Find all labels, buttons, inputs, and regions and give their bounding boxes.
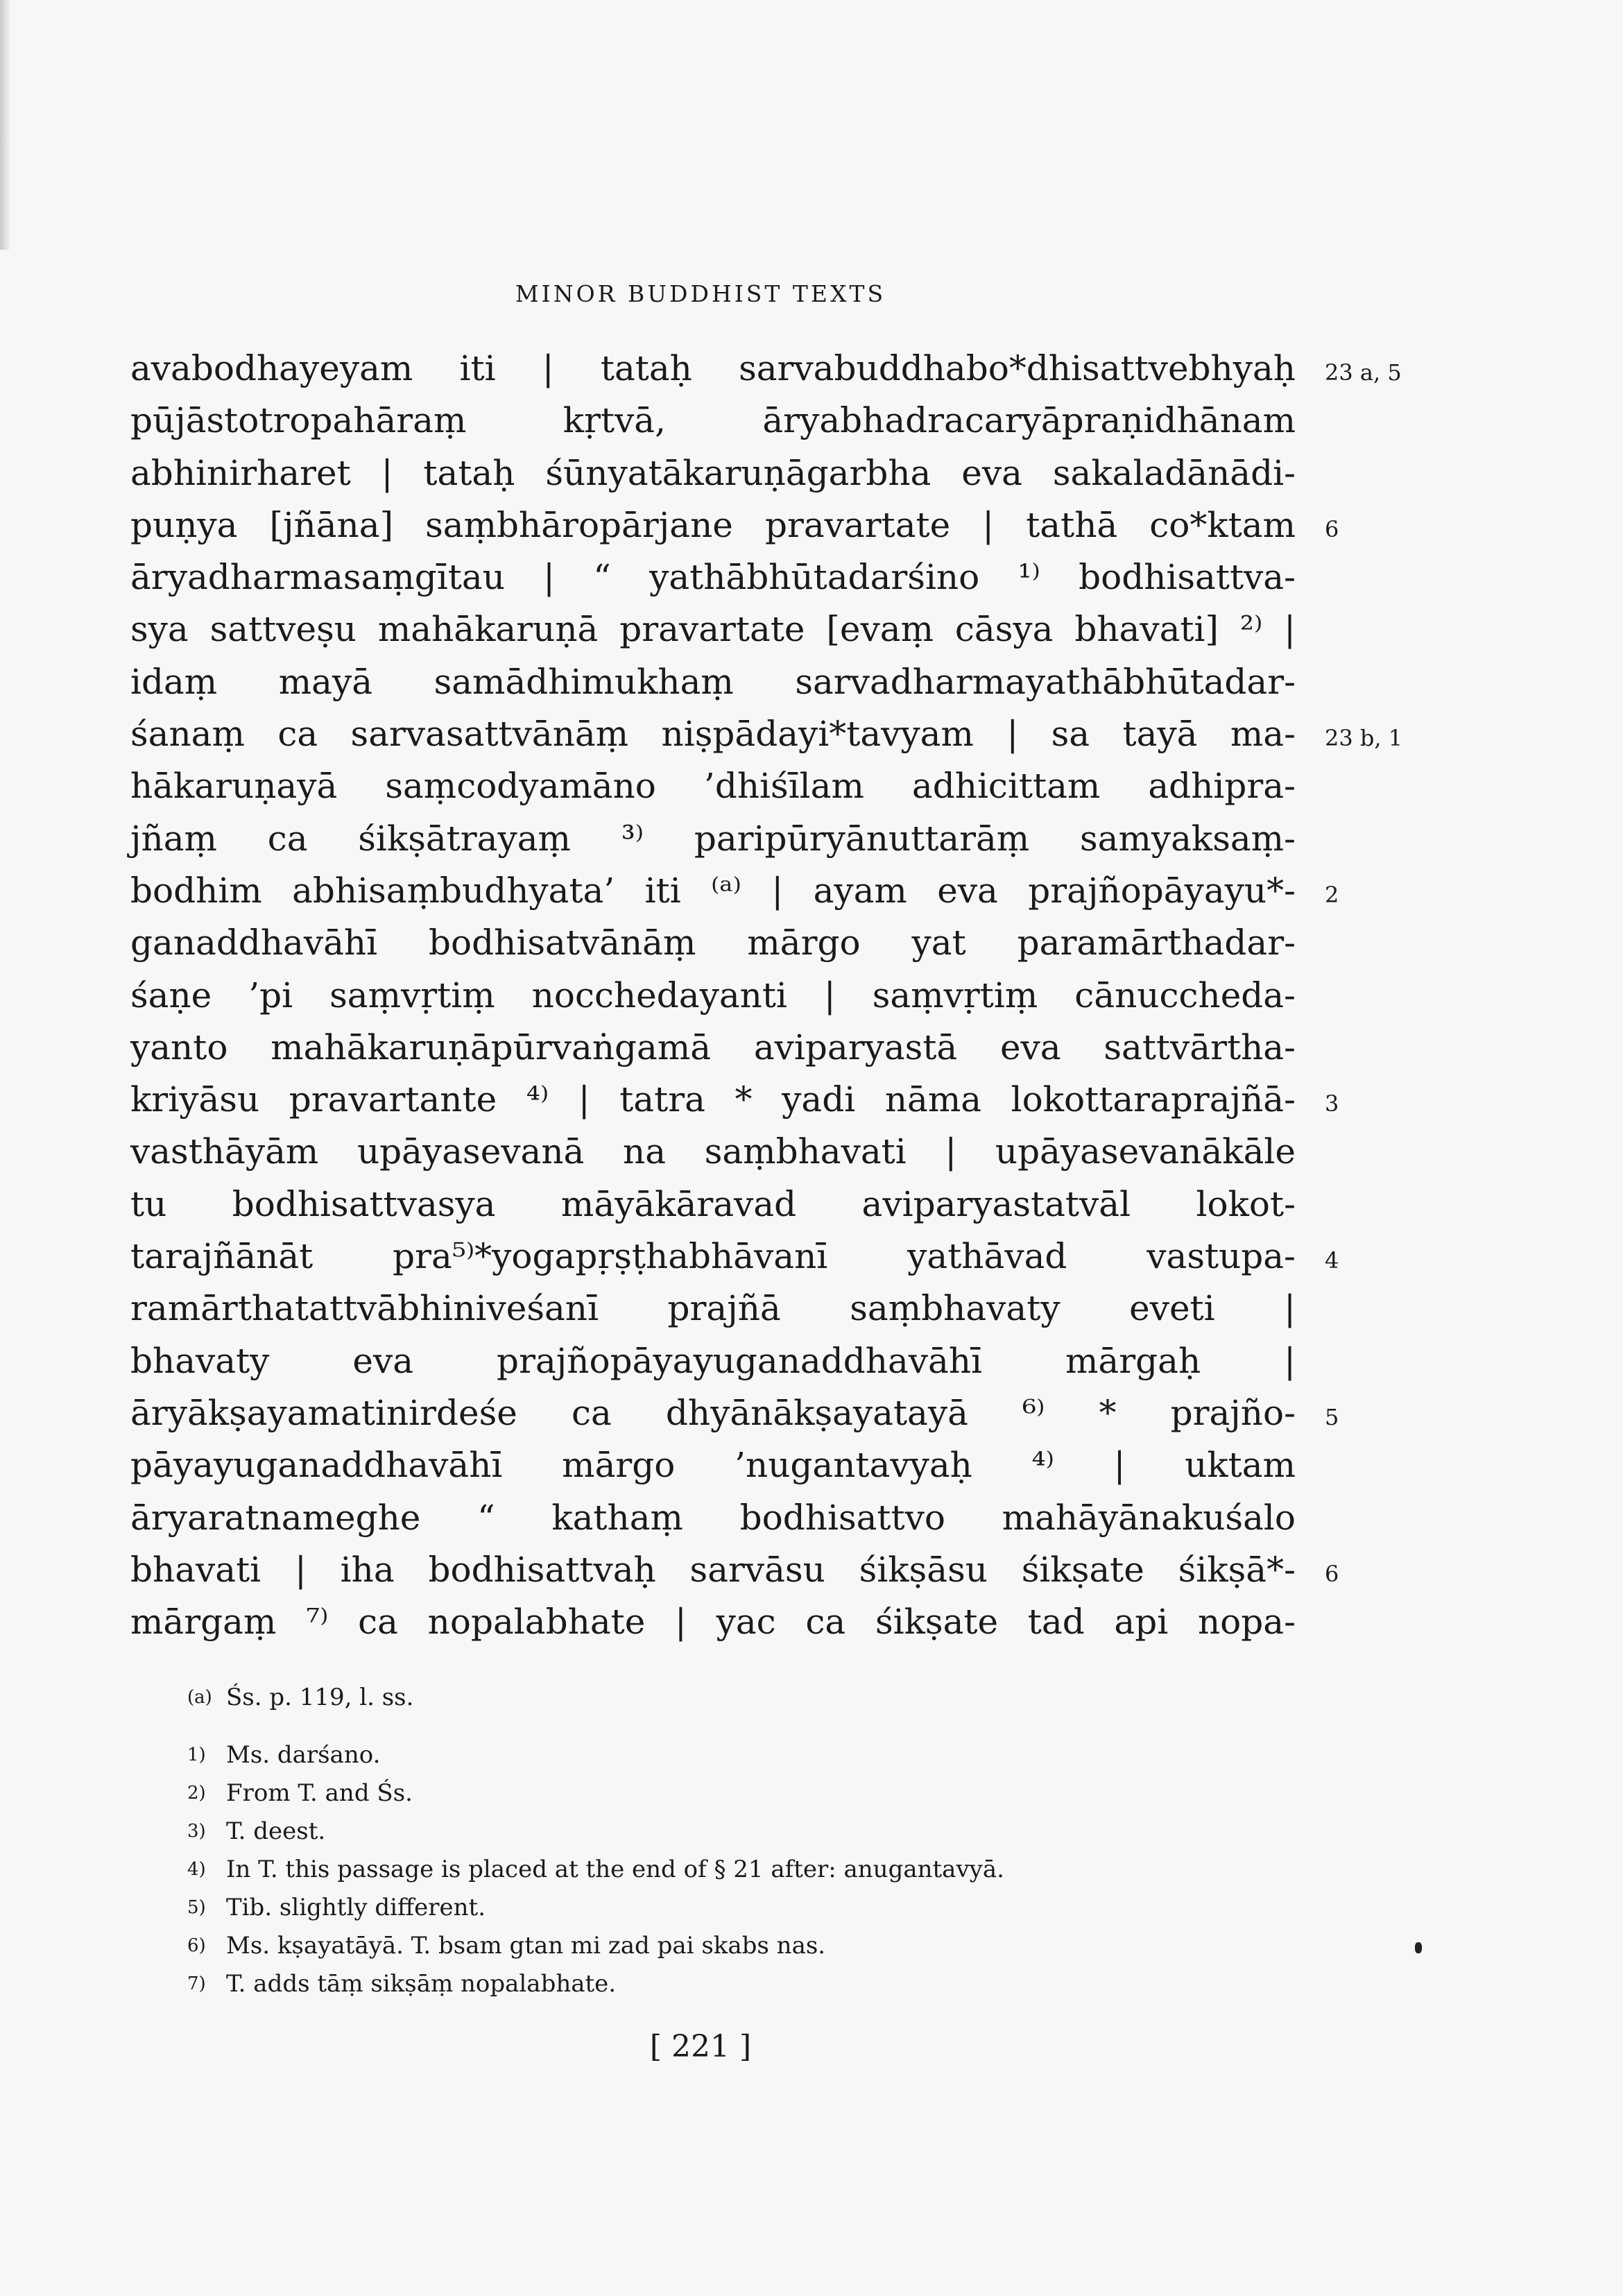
footnote — [187, 1965, 1311, 2003]
footnote-text: Śs. p. 119, l. ss. — [226, 1684, 414, 1711]
margin-reference: 3 — [1325, 1090, 1339, 1117]
text-line: sya sattveṣu mahākaruṇā pravartate [evaṃ cāsya bhavati] ²⁾ | — [130, 609, 1296, 650]
text-line: śanaṃ ca sarvasattvānāṃ niṣpādayi*tavyam | sa tayā ma- 23 b, 1 — [130, 708, 1296, 760]
text-line: tarajñānāt pra⁵⁾*yogapṛṣṭhabhāvanī yathāvad vastupa- 4 — [130, 1231, 1296, 1283]
footnote-text: From T. and Śs. — [226, 1779, 413, 1807]
margin-reference: 2 — [1325, 881, 1339, 908]
text-line: ramārthatattvābhiniveśanī prajñā saṃbhavaty eveti | — [130, 1288, 1296, 1329]
footnote — [187, 1813, 1311, 1851]
margin-reference: 6 — [1325, 515, 1339, 542]
text-line: yanto mahākaruṇāpūrvaṅgamā aviparyastā eva sattvārtha- — [130, 1027, 1296, 1068]
footnote-text: In T. this passage is placed at the end of § 21 after: anugantavyā. — [226, 1856, 1004, 1883]
text-line: śaṇe ’pi saṃvṛtiṃ nocchedayanti | saṃvṛtiṃ cānuccheda- — [130, 975, 1296, 1016]
footnote-mark: 7) — [187, 1973, 206, 1994]
footnote-mark: (a) — [187, 1687, 212, 1708]
text-line: bhavaty eva prajñopāyayuganaddhavāhī mārgaḥ | — [130, 1340, 1296, 1381]
margin-reference: 6 — [1325, 1560, 1339, 1587]
footnote-mark: 3) — [187, 1821, 206, 1842]
ink-speck — [1415, 1942, 1422, 1953]
text-line: pāyayuganaddhavāhī mārgo ’nugantavyaḥ ⁴⁾ | uktam — [130, 1445, 1296, 1486]
text-line: āryadharmasaṃgītau | “ yathābhūtadarśino ¹⁾ bodhisattva- — [130, 557, 1296, 598]
margin-reference: 5 — [1325, 1403, 1339, 1430]
footnote-text: Tib. slightly different. — [226, 1894, 486, 1921]
text-line: vasthāyām upāyasevanā na saṃbhavati | upāyasevanākāle — [130, 1131, 1296, 1172]
text-line: ganaddhavāhī bodhisatvānāṃ mārgo yat paramārthadar- — [130, 923, 1296, 963]
running-header: MINOR BUDDHIST TEXTS — [515, 280, 886, 307]
footnote-text: Ms. kṣayatāyā. T. bsam gtan mi zad pai skabs nas. — [226, 1932, 826, 1960]
footnote-text: Ms. darśano. — [226, 1741, 381, 1769]
text-line: avabodhayeyam iti | tataḥ sarvabuddhabo*dhisattvebhyaḥ 23 a, 5 — [130, 343, 1296, 395]
footnote-text: T. adds tāṃ sikṣāṃ nopalabhate. — [226, 1970, 617, 1998]
text-line: pūjāstotropahāraṃ kṛtvā, āryabhadracaryāpraṇidhānam — [130, 400, 1296, 441]
text-line: bodhim abhisaṃbudhyata’ iti ⁽ᵃ⁾ | ayam eva prajñopāyayu*- 2 — [130, 865, 1296, 917]
text-line: bhavati | iha bodhisattvaḥ sarvāsu śikṣāsu śikṣate śikṣā*- 6 — [130, 1544, 1296, 1596]
footnote — [187, 1889, 1311, 1927]
footnote — [187, 1851, 1311, 1889]
footnote — [187, 1679, 1311, 1717]
footnote-mark: 6) — [187, 1935, 206, 1956]
footnote — [187, 1736, 1311, 1774]
margin-reference: 4 — [1325, 1247, 1339, 1274]
text-line: mārgaṃ ⁷⁾ ca nopalabhate | yac ca śikṣate tad api nopa- — [130, 1602, 1296, 1643]
text-line: idaṃ mayā samādhimukhaṃ sarvadharmayathābhūtadar- — [130, 661, 1296, 702]
footnote — [187, 1927, 1311, 1965]
margin-reference: 23 a, 5 — [1325, 359, 1402, 386]
text-line: jñaṃ ca śikṣātrayaṃ ³⁾ paripūryānuttarāṃ samyaksaṃ- — [130, 818, 1296, 859]
text-line: puṇya [jñāna] saṃbhāropārjane pravartate | tathā co*ktam 6 — [130, 499, 1296, 551]
main-text — [130, 343, 1403, 1648]
text-line: āryākṣayamatinirdeśe ca dhyānākṣayatayā ⁶⁾ * prajño- 5 — [130, 1387, 1296, 1439]
scan-edge-shadow — [0, 0, 11, 250]
footnote-text: T. deest. — [226, 1817, 326, 1845]
text-line: kriyāsu pravartante ⁴⁾ | tatra * yadi nāma lokottaraprajñā- 3 — [130, 1074, 1296, 1126]
text-line: āryaratnameghe “ kathaṃ bodhisattvo mahāyānakuśalo — [130, 1497, 1296, 1538]
text-line: hākaruṇayā saṃcodyamāno ’dhiśīlam adhicittam adhipra- — [130, 766, 1296, 807]
text-line: tu bodhisattvasya māyākāravad aviparyastatvāl lokot- — [130, 1183, 1296, 1224]
footnote-mark: 4) — [187, 1859, 206, 1880]
footnotes — [187, 1679, 1311, 2003]
footnote-mark: 5) — [187, 1897, 206, 1918]
footnote — [187, 1774, 1311, 1813]
footnote-mark: 2) — [187, 1783, 206, 1804]
footnote-mark: 1) — [187, 1745, 206, 1765]
margin-reference: 23 b, 1 — [1325, 725, 1403, 752]
page-number: [ 221 ] — [649, 2029, 752, 2064]
text-line: abhinirharet | tataḥ śūnyatākaruṇāgarbha eva sakaladānādi- — [130, 452, 1296, 493]
